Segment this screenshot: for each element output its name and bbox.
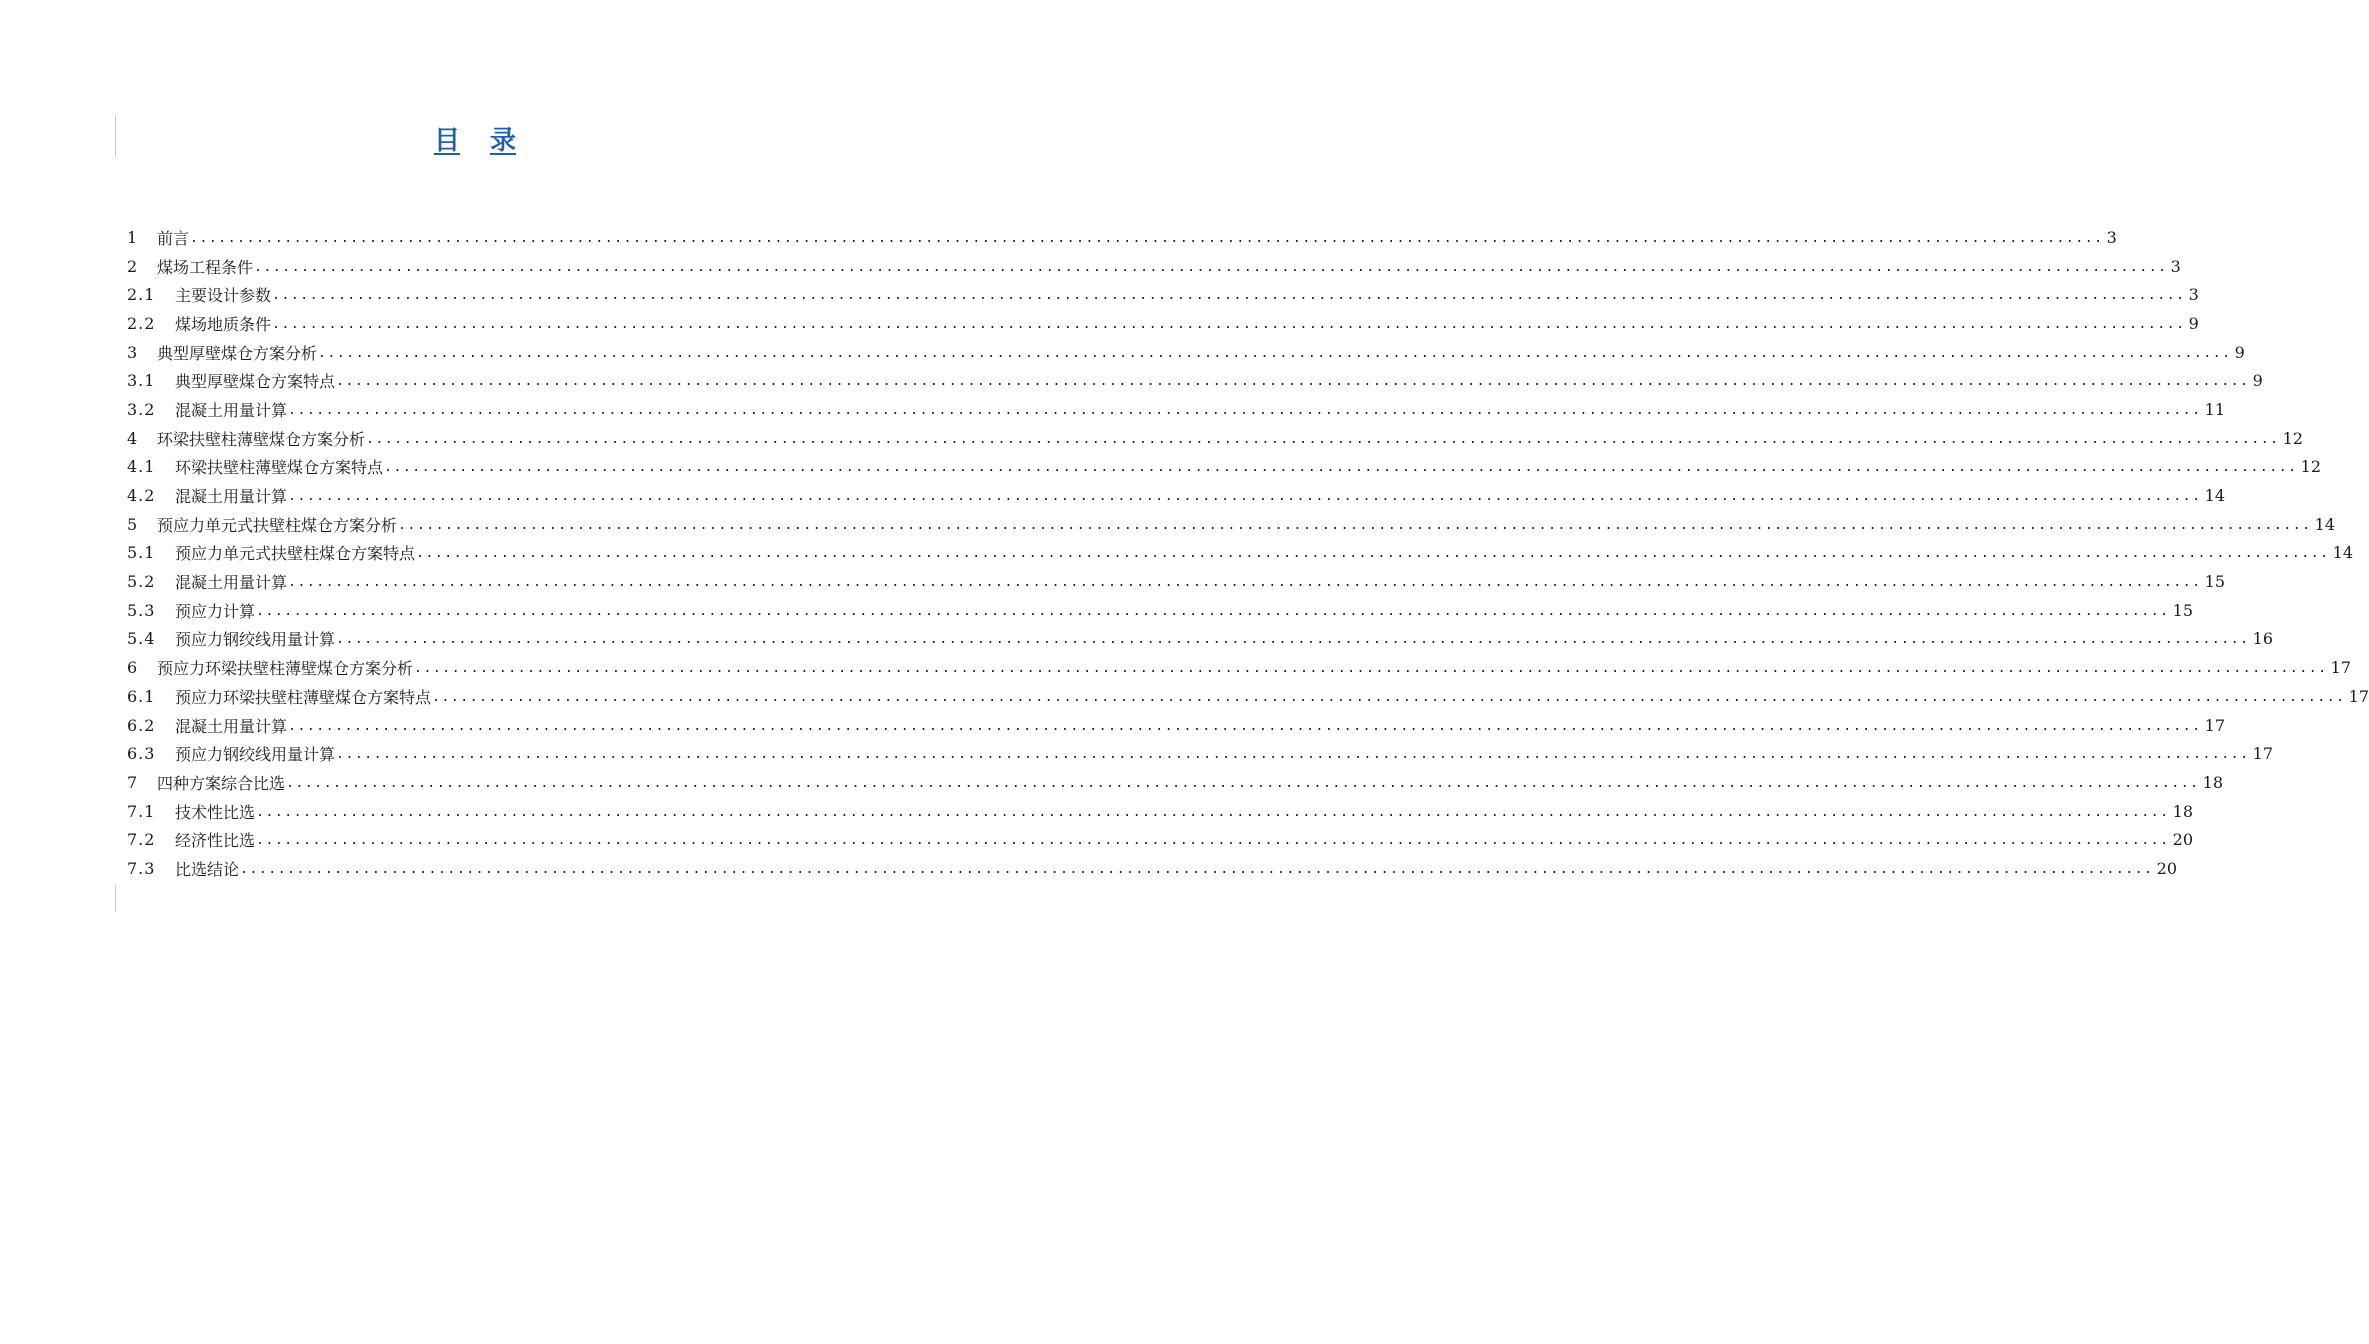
crop-mark-bottom	[115, 885, 116, 912]
toc-entry-page-number: 9	[2234, 342, 2245, 362]
toc-entry-number: 2	[127, 256, 139, 276]
toc-entry-title: 主要设计参数	[175, 286, 272, 306]
toc-entry-number: 4.1	[127, 457, 156, 477]
toc-entry[interactable]	[127, 481, 2225, 510]
toc-entry[interactable]	[127, 539, 2353, 568]
toc-entry-title: 经济性比选	[175, 831, 256, 851]
toc-entry-page-number: 17	[2204, 715, 2225, 735]
toc-entry-page-number: 17	[2252, 744, 2273, 764]
toc-entry[interactable]	[127, 510, 2335, 539]
toc-entry-number: 7.1	[127, 801, 156, 821]
toc-entry-page-number: 3	[2106, 227, 2117, 247]
title-char-right: 录	[490, 126, 517, 156]
toc-entry-page-number: 9	[2252, 371, 2263, 391]
toc-leader-dots: ...........................................................................................................................................................................................................	[254, 259, 2168, 275]
toc-entry[interactable]	[127, 424, 2303, 453]
toc-leader-dots: ...........................................................................................................................................................................................................	[240, 861, 2154, 877]
toc-entry[interactable]	[127, 338, 2245, 367]
toc-entry[interactable]	[127, 309, 2199, 338]
toc-entry-title: 典型厚壁煤仓方案特点	[175, 372, 336, 392]
toc-leader-dots: ...........................................................................................................................................................................................................	[432, 689, 2346, 705]
toc-leader-dots: ...........................................................................................................................................................................................................	[256, 603, 2170, 619]
toc-entry-number: 5.1	[127, 543, 156, 563]
toc-entry[interactable]	[127, 854, 2177, 883]
toc-leader-dots: ...........................................................................................................................................................................................................	[398, 517, 2312, 533]
toc-entry-page-number: 14	[2332, 543, 2353, 563]
toc-entry-title: 预应力计算	[175, 601, 256, 621]
toc-entry[interactable]	[127, 625, 2273, 654]
toc-entry-title: 预应力环梁扶壁柱薄壁煤仓方案分析	[157, 659, 414, 679]
toc-entry[interactable]	[127, 797, 2193, 826]
toc-entry-number: 7	[127, 772, 139, 792]
toc-entry-page-number: 20	[2172, 830, 2193, 850]
toc-entry-number: 6.1	[127, 686, 156, 706]
toc-entry-page-number: 17	[2330, 658, 2351, 678]
toc-entry-number: 7.2	[127, 830, 156, 850]
toc-leader-dots: ...........................................................................................................................................................................................................	[256, 833, 2170, 849]
toc-entry-page-number: 12	[2282, 428, 2303, 448]
toc-entry-number: 3	[127, 342, 139, 362]
toc-entry[interactable]	[127, 711, 2225, 740]
toc-leader-dots: ...........................................................................................................................................................................................................	[288, 402, 2202, 418]
toc-leader-dots: ...........................................................................................................................................................................................................	[286, 775, 2200, 791]
toc-entry-title: 混凝土用量计算	[175, 716, 288, 736]
toc-entry-title: 预应力钢绞线用量计算	[175, 630, 336, 650]
table-of-contents	[127, 223, 2369, 883]
toc-entry-number: 5.4	[127, 629, 156, 649]
toc-entry-number: 2.2	[127, 313, 156, 333]
toc-entry-page-number: 15	[2204, 572, 2225, 592]
toc-entry-page-number: 14	[2204, 486, 2225, 506]
toc-leader-dots: ...........................................................................................................................................................................................................	[272, 288, 2186, 304]
toc-entry-number: 3.2	[127, 399, 156, 419]
toc-entry-title: 混凝土用量计算	[175, 487, 288, 507]
toc-leader-dots: ...........................................................................................................................................................................................................	[288, 718, 2202, 734]
toc-entry[interactable]	[127, 366, 2263, 395]
toc-entry[interactable]	[127, 223, 2117, 252]
toc-entry-title: 煤场工程条件	[157, 257, 254, 277]
toc-entry-number: 1	[127, 227, 139, 247]
toc-entry[interactable]	[127, 567, 2225, 596]
toc-entry-page-number: 12	[2300, 457, 2321, 477]
toc-entry-title: 预应力单元式扶壁柱煤仓方案分析	[157, 515, 398, 535]
toc-entry[interactable]	[127, 739, 2273, 768]
toc-entry-title: 前言	[157, 228, 190, 248]
toc-entry[interactable]	[127, 653, 2351, 682]
toc-entry-page-number: 11	[2204, 399, 2225, 419]
toc-entry-number: 6	[127, 658, 139, 678]
toc-entry-title: 混凝土用量计算	[175, 400, 288, 420]
toc-leader-dots: ...........................................................................................................................................................................................................	[272, 316, 2186, 332]
toc-entry-page-number: 18	[2202, 772, 2223, 792]
toc-entry-title: 预应力单元式扶壁柱煤仓方案特点	[175, 544, 416, 564]
toc-leader-dots: ...........................................................................................................................................................................................................	[366, 431, 2280, 447]
title-char-left: 目	[433, 126, 460, 156]
toc-entry-title: 煤场地质条件	[175, 314, 272, 334]
toc-entry-number: 5.2	[127, 572, 156, 592]
toc-entry-page-number: 20	[2156, 858, 2177, 878]
toc-leader-dots: ...........................................................................................................................................................................................................	[336, 747, 2250, 763]
toc-entry-title: 预应力钢绞线用量计算	[175, 745, 336, 765]
toc-entry-title: 典型厚壁煤仓方案分析	[157, 343, 318, 363]
toc-leader-dots: ...........................................................................................................................................................................................................	[256, 804, 2170, 820]
toc-leader-dots: ...........................................................................................................................................................................................................	[288, 489, 2202, 505]
toc-entry-page-number: 16	[2252, 629, 2273, 649]
toc-entry-title: 比选结论	[175, 859, 240, 879]
toc-entry-number: 4.2	[127, 486, 156, 506]
toc-entry-number: 3.1	[127, 371, 156, 391]
toc-entry-page-number: 14	[2314, 514, 2335, 534]
toc-leader-dots: ...........................................................................................................................................................................................................	[336, 632, 2250, 648]
toc-entry[interactable]	[127, 252, 2181, 281]
toc-entry[interactable]	[127, 280, 2199, 309]
toc-entry-title: 环梁扶壁柱薄壁煤仓方案特点	[175, 458, 384, 478]
toc-entry-number: 5.3	[127, 600, 156, 620]
toc-leader-dots: ...........................................................................................................................................................................................................	[414, 661, 2328, 677]
toc-entry-page-number: 3	[2170, 256, 2181, 276]
toc-entry-title: 环梁扶壁柱薄壁煤仓方案分析	[157, 429, 366, 449]
toc-entry-page-number: 15	[2172, 600, 2193, 620]
toc-entry-number: 6.3	[127, 744, 156, 764]
toc-entry-page-number: 9	[2188, 313, 2199, 333]
toc-entry-number: 4	[127, 428, 139, 448]
toc-entry-number: 7.3	[127, 858, 156, 878]
toc-entry-title: 混凝土用量计算	[175, 573, 288, 593]
toc-entry[interactable]	[127, 682, 2369, 711]
toc-leader-dots: ...........................................................................................................................................................................................................	[190, 230, 2104, 246]
toc-entry-title: 技术性比选	[175, 802, 256, 822]
toc-leader-dots: ...........................................................................................................................................................................................................	[336, 374, 2250, 390]
toc-leader-dots: ...........................................................................................................................................................................................................	[318, 345, 2232, 361]
toc-entry-page-number: 18	[2172, 801, 2193, 821]
toc-leader-dots: ...........................................................................................................................................................................................................	[288, 575, 2202, 591]
toc-entry-number: 5	[127, 514, 139, 534]
toc-entry[interactable]	[127, 453, 2321, 482]
toc-entry[interactable]	[127, 768, 2223, 797]
toc-entry-title: 预应力环梁扶壁柱薄壁煤仓方案特点	[175, 687, 432, 707]
toc-entry-page-number: 3	[2188, 285, 2199, 305]
toc-entry-page-number: 17	[2348, 686, 2369, 706]
toc-entry[interactable]	[127, 825, 2193, 854]
toc-entry-title: 四种方案综合比选	[157, 773, 286, 793]
toc-leader-dots: ...........................................................................................................................................................................................................	[416, 546, 2330, 562]
toc-leader-dots: ...........................................................................................................................................................................................................	[384, 460, 2298, 476]
page-title	[0, 120, 950, 157]
toc-entry[interactable]	[127, 395, 2225, 424]
toc-entry-number: 6.2	[127, 715, 156, 735]
toc-entry[interactable]	[127, 596, 2193, 625]
toc-entry-number: 2.1	[127, 285, 156, 305]
